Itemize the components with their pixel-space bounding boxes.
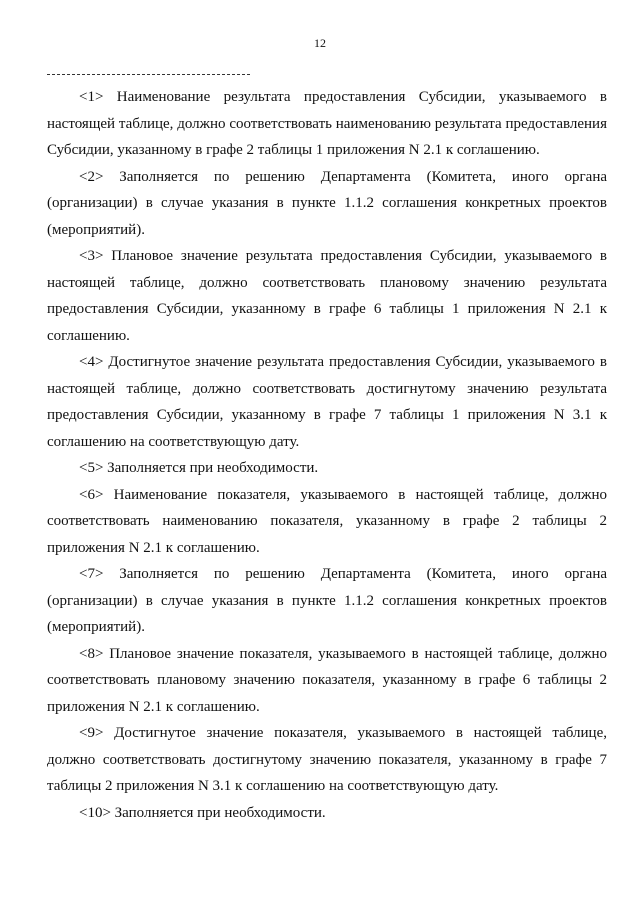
- page-number: 12: [314, 36, 326, 50]
- footnote-text: Плановое значение показателя, указываемого в настоящей таблице, должно соответствовать плановому значению показателя, указанному в графе 6 таблицы 2 приложения N 2.1 к соглашению.: [47, 645, 608, 715]
- footnote-marker: <6>: [79, 486, 104, 503]
- footnote-separator: [47, 74, 250, 75]
- footnote-text: Достигнутое значение результата предоставления Субсидии, указываемого в настоящей таблице, должно соответствовать достигнутому значению результата предоставления Субсидии, указанному в графе 7 таблицы 1 приложения N 3.1 к соглашению на соответствующую дату.: [47, 354, 607, 450]
- footnote-7: [47, 561, 607, 641]
- footnote-8: [47, 641, 607, 721]
- footnote-marker: <2>: [79, 168, 104, 185]
- footnote-marker: <10>: [79, 804, 111, 821]
- footnote-2: [47, 164, 607, 244]
- footnotes-list: [47, 84, 607, 826]
- footnote-6: [47, 482, 607, 562]
- footnote-text: Заполняется по решению Департамента (Комитета, иного органа (организации) в случае указания в пункте 1.1.2 соглашения конкретных проектов (мероприятий).: [47, 566, 608, 635]
- footnote-marker: <4>: [79, 354, 104, 370]
- footnote-marker: <5>: [79, 460, 104, 476]
- footnote-text: Заполняется при необходимости.: [114, 804, 326, 821]
- footnote-marker: <8>: [79, 645, 104, 662]
- footnote-10: [47, 800, 607, 827]
- footnote-marker: <3>: [79, 248, 104, 264]
- footnote-3: [47, 243, 607, 349]
- footnote-text: Плановое значение результата предоставления Субсидии, указываемого в настоящей таблице, должно соответствовать плановому значению результата предоставления Субсидии, указанному в графе 6 таблицы 1 приложения N 2.1 к соглашению.: [47, 248, 607, 344]
- footnote-text: Наименование показателя, указываемого в настоящей таблице, должно соответствовать наименованию показателя, указанному в графе 2 таблицы 2 приложения N 2.1 к соглашению.: [47, 486, 607, 556]
- footnote-marker: <7>: [79, 566, 104, 582]
- footnote-1: [47, 84, 607, 164]
- footnote-9: [47, 720, 607, 800]
- footnote-5: [47, 455, 607, 482]
- footnote-text: Наименование результата предоставления Субсидии, указываемого в настоящей таблице, должно соответствовать наименованию результата предоставления Субсидии, указанному в графе 2 таблицы 1 приложения N 2.1 к соглашению.: [47, 89, 607, 158]
- footnote-4: [47, 349, 607, 455]
- footnote-text: Достигнутое значение показателя, указываемого в настоящей таблице, должно соответствовать достигнутому значению показателя, указанному в графе 7 таблицы 2 приложения N 3.1 к соглашению на соответствующую дату.: [47, 725, 607, 794]
- footnote-marker: <9>: [79, 725, 104, 741]
- footnote-text: Заполняется по решению Департамента (Комитета, иного органа (организации) в случае указания в пункте 1.1.2 соглашения конкретных проектов (мероприятий).: [47, 168, 608, 238]
- footnote-text: Заполняется при необходимости.: [107, 460, 319, 476]
- footnote-marker: <1>: [79, 89, 104, 105]
